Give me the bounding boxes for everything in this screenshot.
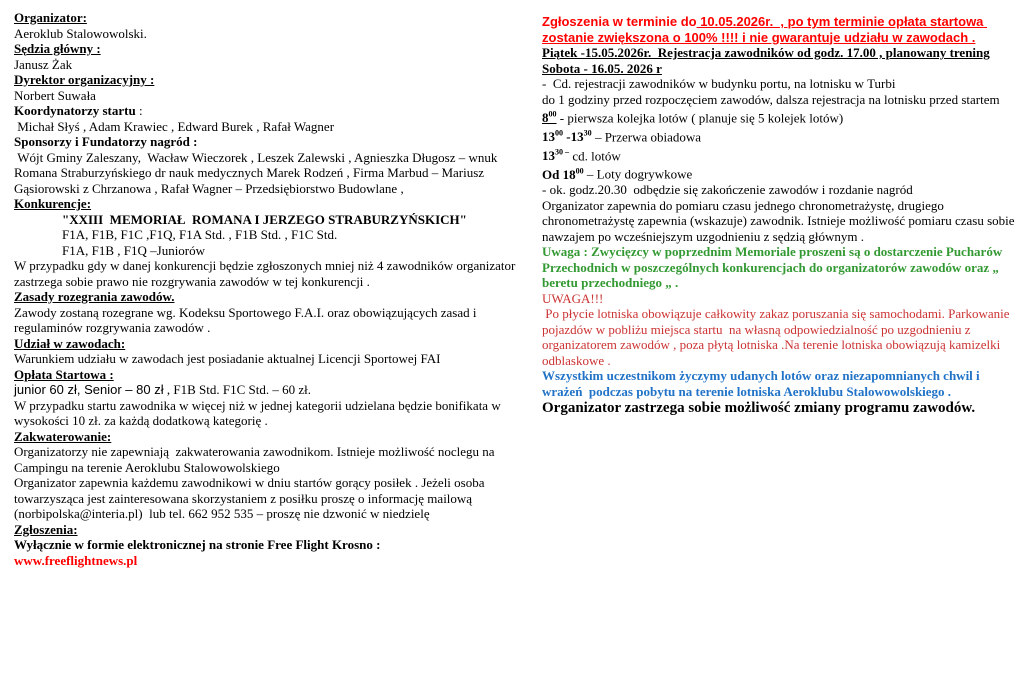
- freeflightnews-link[interactable]: www.freeflightnews.pl: [14, 552, 138, 568]
- schedule-text-1: - pierwsza kolejka lotów ( planuje się 5 kolejek lotów): [556, 110, 844, 126]
- sponsors-value: Wójt Gminy Zaleszany, Wacław Wieczorek , Leszek Zalewski , Agnieszka Długosz – wnuk Romana Straburzyńskiego dr nauk medycznych Marek Rodzeń , Firma Marbud – Mariusz Gąsiorowski z Chrzanowa , Rafał Wagner – Przedsiębiorstwo Budowlane ,: [14, 149, 501, 196]
- schedule-time-2: $13^{00}$ $-13^{30}$: [542, 128, 592, 145]
- airfield-warning-title: UWAGA!!!: [542, 290, 604, 306]
- organizer-value: Aeroklub Stalowowolski.: [14, 25, 147, 41]
- deadline-underlined-part: 10.05.2026r. , po tym terminie opłata startowa zostanie zwiększona o 100% !!!! i nie gwarantuje udziału w zawodach .: [542, 14, 988, 45]
- timekeeping-paragraph: Organizator zapewnia do pomiaru czasu jednego chronometrażystę, drugiego chronometrażystę zapewnia (wskazuje) zawodnik. Istnieje możliwość pomiaru czasu sobie nawzajem po wcześniejszym uzgodnieniu z sędzią głównym .: [542, 197, 1018, 244]
- registration-line-2: do 1 godziny przed rozpoczęciem zawodów, dalsza rejestracja na lotnisku przed startem: [542, 91, 1000, 107]
- categories-line-2: F1A, F1B , F1Q –Juniorów: [62, 242, 206, 258]
- wishes-paragraph: [542, 368, 1016, 418]
- entry-fee-line: [14, 382, 516, 398]
- schedule-text-2: – Przerwa obiadowa: [591, 129, 702, 145]
- saturday-heading: Sobota - 16.05. 2026 r: [542, 60, 662, 76]
- registration-line-1: - Cd. rejestracji zawodników w budynku portu, na lotnisku w Turbi: [542, 76, 896, 91]
- entries-label: Zgłoszenia:: [14, 521, 78, 537]
- min-competitors-note: W przypadku gdy w danej konkurencji będzie zgłoszonych mniej niż 4 zawodników organizator zastrzega sobie prawo nie rozgrywania zawodów w tej konkurencji .: [14, 258, 519, 289]
- airfield-warning-text: Po płycie lotniska obowiązuje całkowity zakaz poruszania się samochodami. Parkowanie pojazdów w pobliżu miejsca startu na własną odpowiedzialność po uzgodnieniu z organizatorem zawodów , poza płytą lotniska .Na terenie lotniska obowiązują kamizelki odblaskowe .: [542, 306, 1013, 368]
- org-director-value: Norbert Suwała: [14, 87, 96, 103]
- program-change-note: Organizator zastrzega sobie możliwość zmiany programu zawodów.: [542, 400, 976, 417]
- accommodation-text-1: Organizatorzy nie zapewniają zakwaterowania zawodnikom. Istnieje możliwość noclegu na Campingu na terenie Aeroklubu Stalowowolskiego: [14, 444, 498, 475]
- start-coordinators-value: Michał Słyś , Adam Krawiec , Edward Burek , Rafał Wagner: [14, 118, 335, 134]
- airfield-warning: [542, 291, 1016, 369]
- events-label: Konkurencje:: [14, 196, 92, 211]
- sponsors-label: Sponsorzy i Fundatorzy nagród :: [14, 134, 198, 149]
- schedule-first-round: [542, 107, 1016, 126]
- rules-label: Zasady rozegrania zawodów.: [14, 289, 175, 304]
- deadline-plain-part: Zgłoszenia w terminie do: [542, 14, 697, 29]
- start-coordinators-label-line: [14, 103, 516, 119]
- wishes-text: Wszystkim uczestnikom życzymy udanych lotów oraz niezapomnianych chwil i wrażeń podczas pobytu na terenie lotniska Aeroklubu Stalowowolskiego .: [542, 368, 983, 399]
- entry-deadline-warning: [542, 14, 1016, 45]
- schedule-time-1: $8^{00}$: [542, 110, 557, 126]
- entries-instruction-text: Wyłącznie w formie elektronicznej na stronie Free Flight Krosno :: [14, 537, 384, 552]
- schedule-flights-continue: [542, 145, 1016, 164]
- entry-fee-bonus-note: W przypadku startu zawodnika w więcej niż w jednej kategorii udzielana będzie bonifikata w wysokości 10 zł. za każdą dodatkową kategorię .: [14, 397, 504, 428]
- org-director-label: Dyrektor organizacyjny :: [14, 72, 155, 87]
- left-column: [14, 0, 519, 568]
- participation-text: Warunkiem udziału w zawodach jest posiadanie aktualnej Licencji Sportowej FAI: [14, 351, 441, 366]
- schedule-lunch-break: [542, 126, 1016, 145]
- accommodation-text-2: Organizator zapewnia każdemu zawodnikowi w dniu startów gorący posiłek . Jeżeli osoba towarzysząca jest zainteresowana skorzystaniem z posiłku proszę o informację mailową (norbipolska@interia.pl) lub tel. 662 952 535 – proszę nie dzwonić w niedzielę: [14, 475, 488, 521]
- accommodation-label: Zakwaterowanie:: [14, 428, 112, 444]
- schedule-time-4: Od $18^{00}$: [542, 166, 584, 182]
- schedule-flyoffs: [542, 163, 1016, 182]
- organizer-label: Organizator:: [14, 10, 87, 25]
- participation-label: Udział w zawodach:: [14, 335, 126, 351]
- categories-line-1: F1A, F1B, F1C ,F1Q, F1A Std. , F1B Std. , F1C Std.: [62, 227, 338, 242]
- friday-heading: Piątek -15.05.2026r. Rejestracja zawodników od godz. 17.00 , planowany trening: [542, 45, 990, 60]
- schedule-text-4: – Loty dogrywkowe: [583, 166, 693, 182]
- rules-text: Zawody zostaną rozegrane wg. Kodeksu Sportowego F.A.I. oraz obowiązujących zasad i regulaminów rozgrywania zawodów .: [14, 304, 480, 335]
- chief-judge-label: Sędzia główny :: [14, 41, 101, 56]
- schedule-text-3: cd. lotów: [569, 147, 621, 163]
- schedule-time-3: $13^{30 -}$: [542, 147, 570, 163]
- entry-fee-sans-part: junior 60 zł, Senior – 80 zł: [14, 382, 164, 397]
- trophy-return-note: Uwaga : Zwycięzcy w poprzednim Memoriale proszeni są o dostarczenie Pucharów Przechodnich w poszczególnych konkurencjach do organizatorów zawodów oraz „ beretu przechodniego „ .: [542, 244, 1006, 291]
- entry-fee-serif-part: , F1B Std. F1C Std. – 60 zł.: [163, 382, 311, 397]
- entry-fee-label: Opłata Startowa :: [14, 366, 114, 382]
- closing-ceremony-line: - ok. godz.20.30 odbędzie się zakończenie zawodów i rozdanie nagród: [542, 182, 913, 198]
- right-column: [542, 0, 1016, 418]
- start-coordinators-label: Koordynatorzy startu: [14, 103, 136, 118]
- start-coordinators-colon: :: [135, 103, 143, 118]
- entries-instruction: [14, 537, 414, 568]
- memorial-title: "XXIII MEMORIAŁ ROMANA I JERZEGO STRABURZYŃSKICH": [62, 211, 467, 227]
- chief-judge-value: Janusz Żak: [14, 56, 73, 72]
